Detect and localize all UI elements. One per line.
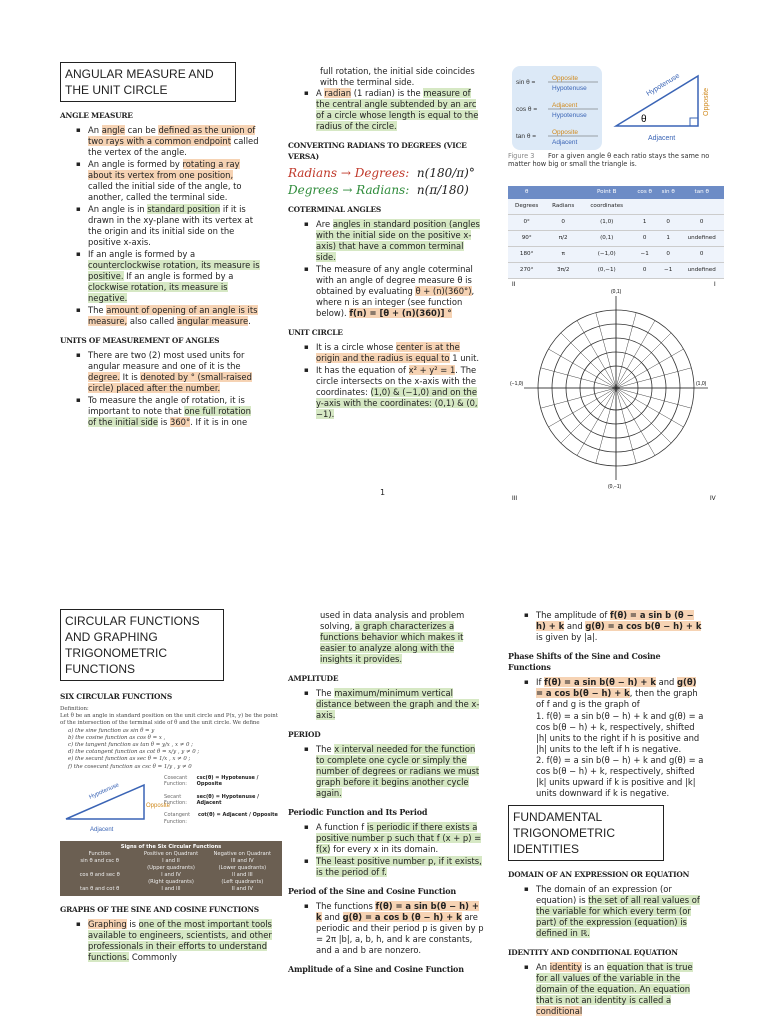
formula-rad-to-deg: Radians → Degrees: n(180/π)° bbox=[288, 166, 475, 180]
point-label: (0,−1) bbox=[608, 484, 622, 490]
table-cell: −1 bbox=[657, 263, 679, 279]
radial-line bbox=[616, 388, 671, 443]
hypotenuse-label: Hypotenuse bbox=[88, 782, 121, 801]
ratio-function: sin θ = bbox=[516, 79, 536, 86]
ratio-denominator: Hypotenuse bbox=[552, 85, 587, 92]
table-cell: 0 bbox=[679, 215, 724, 231]
table-row bbox=[508, 247, 724, 263]
definition-item: f) the cosecant function as csc θ = 1/y , y ≠ 0 bbox=[68, 763, 192, 770]
table-cell: 1 bbox=[632, 215, 657, 231]
table-header: Point B bbox=[581, 186, 632, 199]
section-heading: UNITS OF MEASUREMENT OF ANGLES bbox=[60, 336, 220, 345]
signs-row: tan θ and cot θ I and III II and IV bbox=[80, 885, 253, 892]
table-cell: undefined bbox=[679, 263, 724, 279]
amplitude-formula-list bbox=[508, 610, 704, 643]
signs-row: sin θ and csc θ I and II III and IV bbox=[80, 857, 254, 864]
continued-text: full rotation, the initial side coincides with the terminal side. bbox=[320, 66, 475, 87]
table-cell: 0 bbox=[679, 247, 724, 263]
quadrant-label: IV bbox=[710, 496, 716, 502]
coterminal-list bbox=[288, 219, 484, 319]
definition-item: c) the tangent function as tan θ = y/x , x ≠ 0 ; bbox=[68, 742, 193, 749]
section-heading: IDENTITY AND CONDITIONAL EQUATION bbox=[508, 948, 678, 957]
section-heading: PERIOD bbox=[288, 730, 321, 739]
quadrant-label: III bbox=[512, 496, 518, 502]
radial-line bbox=[561, 388, 616, 443]
table-cell: 0 bbox=[632, 231, 657, 247]
section-heading: Periodic Function and Its Period bbox=[288, 807, 428, 817]
point-table-wrap bbox=[508, 186, 724, 279]
table-row bbox=[508, 231, 724, 247]
list-item: ▪ To measure the angle of rotation, it is important to note that one full rotation of the initial side is 360°. If it is in one bbox=[88, 395, 260, 428]
radian-list bbox=[288, 88, 484, 132]
right-triangle bbox=[616, 76, 698, 126]
identity-list bbox=[508, 962, 704, 1017]
table-row bbox=[508, 215, 724, 231]
page-title: ANGULAR MEASURE AND THE UNIT CIRCLE bbox=[60, 62, 236, 102]
list-item: ▪ An angle is formed by rotating a ray about its vertex from one position, called the initial side of the angle, to another, called the terminal side. bbox=[88, 159, 260, 203]
quadrant-label: I bbox=[714, 282, 716, 288]
table-header: θ bbox=[508, 186, 545, 199]
list-item: ▪ Graphing is one of the most important tools available to engineers, scientists, and other professionals in their efforts to understand functions. Commonly bbox=[88, 919, 282, 963]
units-list bbox=[60, 350, 260, 428]
page-2 bbox=[0, 512, 768, 1024]
signs-rows bbox=[64, 851, 278, 893]
angle-measure-list bbox=[60, 125, 260, 327]
page-title: CIRCULAR FUNCTIONS AND GRAPHING TRIGONOMETRIC FUNCTIONS bbox=[60, 609, 224, 681]
point-table bbox=[508, 186, 724, 279]
section-heading: Phase Shifts of the Sine and Cosine Functions bbox=[508, 651, 661, 672]
right-angle-mark bbox=[690, 118, 698, 126]
table-cell: π/2 bbox=[545, 231, 581, 247]
column-1 bbox=[60, 62, 260, 429]
section-heading: Period of the Sine and Cosine Function bbox=[288, 886, 456, 896]
definition-item: a) the sine function as sin θ = y bbox=[68, 727, 155, 734]
table-cell: 0° bbox=[508, 215, 545, 231]
section-heading: COTERMINAL ANGLES bbox=[288, 205, 382, 214]
table-cell: 0 bbox=[657, 215, 679, 231]
point-label: (−1,0) bbox=[510, 381, 524, 387]
table-cell: 0 bbox=[545, 215, 581, 231]
table-cell: (0,−1) bbox=[581, 263, 632, 279]
column-2 bbox=[288, 66, 484, 421]
section-title-box: FUNDAMENTAL TRIGONOMETRIC IDENTITIES bbox=[508, 805, 664, 861]
list-item: ▪ Are angles in standard position (angles with the initial side on the positive x-axis) that have a common terminal side. bbox=[316, 219, 484, 263]
section-heading: AMPLITUDE bbox=[288, 674, 339, 683]
definition-box bbox=[60, 706, 282, 771]
definition-item: b) the cosine function as cos θ = x , bbox=[68, 734, 166, 741]
page-number: 1 bbox=[380, 488, 386, 497]
table-cell: (−1,0) bbox=[581, 247, 632, 263]
list-item: ▪ A radian (1 radian) is the measure of the central angle subtended by an arc of a circle whose length is equal to the radius of the circle. bbox=[316, 88, 484, 132]
table-cell: (0,1) bbox=[581, 231, 632, 247]
reciprocal-figure bbox=[60, 775, 282, 837]
table-cell: 180° bbox=[508, 247, 545, 263]
list-item: ▪ The x interval needed for the function to complete one cycle or simply the number of degrees or radians we must graph before it begins another cycle again. bbox=[316, 744, 484, 799]
periodic-list bbox=[288, 822, 484, 878]
list-item: ▪ If f(θ) = a sin b(θ − h) + k and g(θ) = a cos b(θ − h) + k, then the graph of f and g is the graph of bbox=[536, 677, 704, 710]
section-heading: Amplitude of a Sine and Cosine Function bbox=[288, 964, 464, 974]
signs-row: cos θ and sec θ I and IV II and III bbox=[79, 871, 253, 878]
list-item: ▪ It is a circle whose center is at the origin and the radius is equal to 1 unit. bbox=[316, 342, 484, 364]
ratio-numerator: Opposite bbox=[552, 129, 579, 136]
table-cell: 270° bbox=[508, 263, 545, 279]
formula-deg-to-rad: Degrees → Radians: n(π/180) bbox=[288, 183, 469, 197]
list-item: ▪ An identity is an equation that is true for all values of the variable in the domain of the equation. An equation that is not an identity is called a conditional bbox=[536, 962, 704, 1017]
opposite-label: Opposite bbox=[703, 87, 710, 116]
signs-row: (Right quadrants) (Left quadrants) bbox=[148, 878, 264, 885]
table-header: tan θ bbox=[679, 186, 724, 199]
reciprocal-item: Cosecant Function: csc(θ) = Hypotenuse / Opposite bbox=[164, 774, 259, 788]
definition-text: Let θ be an angle in standard position on the unit circle and P(x, y) be the point of the intersection of the terminal side of θ and the unit circle. We define bbox=[60, 713, 278, 727]
list-item: ▪ The amplitude of f(θ) = a sin b (θ − h) + k and g(θ) = a cos b(θ − h) + k is given by |a|. bbox=[536, 610, 704, 643]
hypotenuse-label: Hypotenuse bbox=[645, 72, 682, 98]
period-sc-list bbox=[288, 901, 484, 956]
theta-label: θ bbox=[641, 114, 647, 125]
section-heading: DOMAIN OF AN EXPRESSION OR EQUATION bbox=[508, 870, 690, 879]
list-item: ▪ The least positive number p, if it exists, is the period of f. bbox=[316, 856, 484, 878]
table-cell: 3π/2 bbox=[545, 263, 581, 279]
table-cell: undefined bbox=[679, 231, 724, 247]
phase-shift-1: 1. f(θ) = a sin b(θ − h) + k and g(θ) = a cos b(θ − h) + k, respectively, shifted |h| units to the right if h is positive and |h| units to the left if h is negative. bbox=[536, 711, 704, 754]
column-3 bbox=[508, 64, 724, 502]
table-subheader bbox=[657, 199, 679, 215]
figure-caption: Figure 3 For a given angle θ each ratio stays the same no matter how big or small the triangle is. bbox=[508, 152, 710, 168]
table-cell: −1 bbox=[632, 247, 657, 263]
table-subheader: Degrees bbox=[508, 199, 545, 215]
section-heading: UNIT CIRCLE bbox=[288, 328, 343, 337]
radial-line bbox=[561, 333, 616, 388]
list-item: ▪ An angle can be defined as the union of two rays with a common endpoint called the vertex of the angle. bbox=[88, 125, 260, 158]
section-heading: GRAPHS OF THE SINE AND COSINE FUNCTIONS bbox=[60, 904, 259, 914]
table-subheader: Radians bbox=[545, 199, 581, 215]
signs-title: Signs of the Six Circular Functions bbox=[120, 843, 222, 850]
domain-list bbox=[508, 884, 704, 939]
list-item: ▪ There are two (2) most used units for angular measure and one of it is the degree. It is denoted by ° (small-raised circle) placed after the number. bbox=[88, 350, 260, 394]
list-item: ▪ The measure of any angle coterminal with an angle of degree measure θ is obtained by evaluating θ + (n)(360°), where n is an integer (see function below). f(n) = [θ + (n)(360)] ° bbox=[316, 264, 484, 319]
signs-header: Function Positive on Quadrant Negative on Quadrant bbox=[88, 850, 272, 857]
signs-table bbox=[60, 841, 282, 896]
period-list bbox=[288, 744, 484, 799]
table-cell: 0 bbox=[632, 263, 657, 279]
table-cell: 0 bbox=[657, 247, 679, 263]
section-heading: CONVERTING RADIANS TO DEGREES (VICE VERSA) bbox=[288, 141, 467, 161]
list-item: ▪ A function f is periodic if there exists a positive number p such that f (x + p) = f(x) for every x in its domain. bbox=[316, 822, 484, 855]
list-item: ▪ It has the equation of x² + y² = 1. The circle intersects on the x-axis with the coordinates: (1,0) & (−1,0) and on the y-axis with the coordinates: (0,1) & (0, −1). bbox=[316, 365, 484, 420]
list-item: ▪ The maximum/minimum vertical distance between the graph and the x-axis. bbox=[316, 688, 484, 721]
adjacent-label: Adjacent bbox=[90, 826, 114, 833]
list-item: ▪ The amount of opening of an angle is its measure, also called angular measure. bbox=[88, 305, 260, 327]
definition-item: e) the secant function as sec θ = 1/x , x ≠ 0 ; bbox=[68, 756, 191, 763]
table-header: sin θ bbox=[657, 186, 679, 199]
radial-line bbox=[616, 333, 671, 388]
adjacent-label: Adjacent bbox=[648, 135, 676, 142]
continued-text: used in data analysis and problem solving, a graph characterizes a functions behavior which makes it easier to analyze along with the insights it provides. bbox=[320, 610, 465, 664]
table-cell: π bbox=[545, 247, 581, 263]
trig-ratio-figure bbox=[508, 64, 724, 164]
table-subheader bbox=[632, 199, 657, 215]
ratio-denominator: Hypotenuse bbox=[552, 112, 587, 119]
phase-shift-2: 2. f(θ) = a sin b(θ − h) + k and g(θ) = a cos b(θ − h) + k, respectively, shifted |k| units upward if k is positive and |k| units downward if k is negative. bbox=[536, 755, 704, 798]
table-cell: 1 bbox=[657, 231, 679, 247]
list-item: ▪ The domain of an expression (or equation) is the set of all real values of the variable for which every term (or part) of the expression (equation) is defined in ℝ. bbox=[536, 884, 704, 939]
point-label: (0,1) bbox=[611, 289, 622, 295]
column-1 bbox=[60, 609, 282, 964]
definition-list bbox=[60, 728, 282, 771]
reciprocal-item: Cotangent Function: cot(θ) = Adjacent / Opposite bbox=[164, 812, 278, 825]
definition-title: Definition: bbox=[60, 706, 89, 712]
phase-list bbox=[508, 677, 704, 710]
ratio-function: tan θ = bbox=[516, 133, 537, 140]
table-subheader: coordinates bbox=[581, 199, 632, 215]
ratio-numerator: Adjacent bbox=[552, 102, 578, 109]
list-item: ▪ If an angle is formed by a counterclockwise rotation, its measure is positive. If an angle is formed by a clockwise rotation, its measure is negative. bbox=[88, 249, 260, 304]
triangle-figure bbox=[60, 775, 171, 837]
signs-row: (Upper quadrants) (Lower quadrants) bbox=[147, 864, 267, 871]
quadrant-label: II bbox=[512, 282, 516, 288]
ratio-function: cos θ = bbox=[516, 106, 538, 113]
unit-circle-diagram bbox=[508, 276, 724, 506]
opposite-label: Opposite bbox=[146, 802, 171, 809]
ratio-denominator: Adjacent bbox=[552, 139, 578, 146]
graphs-list bbox=[60, 919, 282, 963]
table-subheader bbox=[679, 199, 724, 215]
column-3 bbox=[508, 610, 704, 1018]
amplitude-list bbox=[288, 688, 484, 721]
list-item: ▪ The functions f(θ) = a sin b(θ − h) + k and g(θ) = a cos b (θ − h) + k are periodic and their period p is given by p = 2π |b|, a, b, h, and k are constants, and a and b are nonzero. bbox=[316, 901, 484, 956]
ratio-numerator: Opposite bbox=[552, 75, 579, 82]
reciprocal-list bbox=[164, 775, 282, 831]
table-header: cos θ bbox=[632, 186, 657, 199]
reciprocal-item: Secant Function: sec(θ) = Hypotenuse / Adjacent bbox=[164, 793, 259, 807]
section-heading: ANGLE MEASURE bbox=[60, 111, 133, 120]
point-label: (1,0) bbox=[696, 381, 707, 387]
definition-item: d) the cotangent function as cot θ = x/y , y ≠ 0 ; bbox=[68, 749, 200, 756]
column-2 bbox=[288, 610, 484, 979]
table-cell: 90° bbox=[508, 231, 545, 247]
table-header bbox=[545, 186, 581, 199]
unit-circle-list bbox=[288, 342, 484, 420]
list-item: ▪ An angle is in standard position if it is drawn in the xy-plane with its vertex at the origin and its initial side on the positive x-axis. bbox=[88, 204, 260, 248]
section-heading: SIX CIRCULAR FUNCTIONS bbox=[60, 692, 172, 701]
table-cell: (1,0) bbox=[581, 215, 632, 231]
